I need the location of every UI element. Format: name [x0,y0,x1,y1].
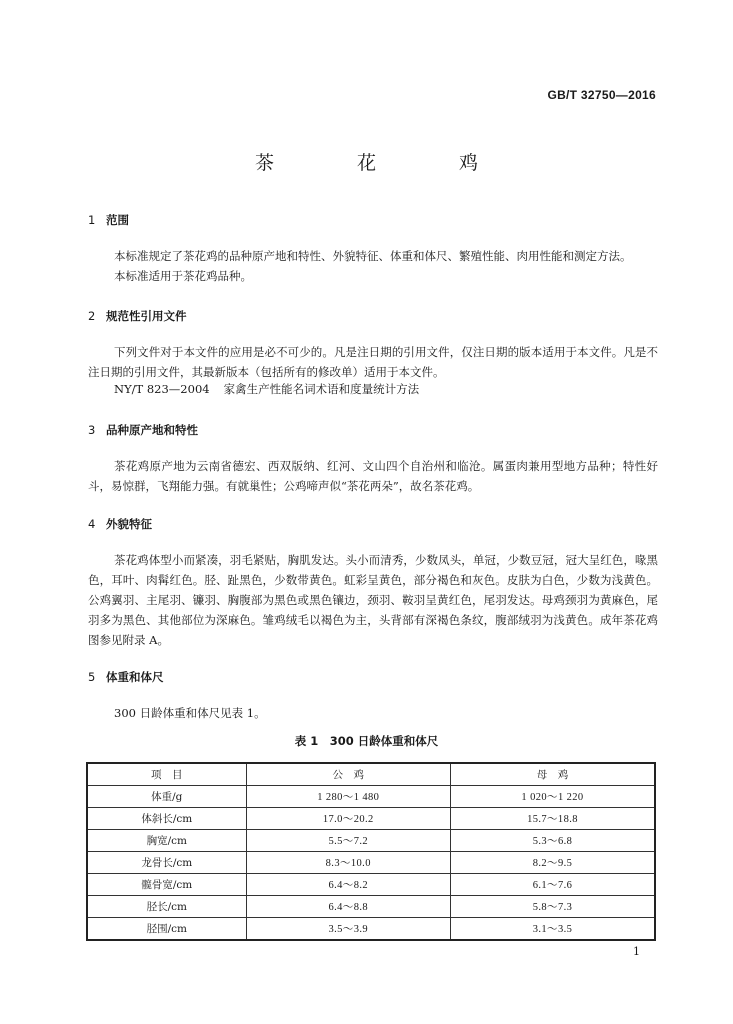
column-header-rooster: 公 鸡 [246,763,450,786]
standard-code: GB/T 32750—2016 [547,88,656,102]
page-number: 1 [633,945,640,958]
rooster-value: 5.5～7.2 [246,830,450,852]
table-row [87,852,655,874]
rooster-value: 8.3～10.0 [246,852,450,874]
section-number: 5 [88,670,96,684]
hen-value: 5.8～7.3 [451,896,656,918]
hen-value: 3.1～3.5 [451,918,656,941]
section-number: 3 [88,423,96,437]
hen-value: 6.1～7.6 [451,874,656,896]
table-row [87,896,655,918]
document-title: 茶 花 鸡 [254,152,510,174]
section-5-paragraph-1: 300 日龄体重和体尺见表 1。 [114,706,266,720]
section-title: 规范性引用文件 [106,309,187,323]
hen-value: 5.3～6.8 [451,830,656,852]
section-title: 体重和体尺 [106,670,164,684]
hen-value: 8.2～9.5 [451,852,656,874]
row-label: 体斜长/cm [87,808,246,830]
hen-value: 1 020～1 220 [451,786,656,808]
row-label: 胫围/cm [87,918,246,941]
section-number: 4 [88,517,96,531]
row-label: 体重/g [87,786,246,808]
reference-code: NY/T 823—2004 [114,382,210,396]
row-label: 胫长/cm [87,896,246,918]
section-heading-5 [88,669,164,685]
column-header-hen: 母 鸡 [451,763,656,786]
row-label: 髋骨宽/cm [87,874,246,896]
section-2-paragraph-1: 下列文件对于本文件的应用是必不可少的。凡是注日期的引用文件，仅注日期的版本适用于本文件。凡是不注日期的引用文件，其最新版本（包括所有的修改单）适用于本文件。 [88,345,658,379]
section-number: 2 [88,309,96,323]
section-title: 品种原产地和特性 [106,423,198,437]
section-title: 外貌特征 [106,517,152,531]
table-row [87,918,655,941]
normative-reference [114,381,419,397]
rooster-value: 6.4～8.8 [246,896,450,918]
rooster-value: 6.4～8.2 [246,874,450,896]
column-header-item: 项 目 [87,763,246,786]
measurement-table [86,762,656,941]
row-label: 龙骨长/cm [87,852,246,874]
table-row [87,874,655,896]
section-3-paragraph-1: 茶花鸡原产地为云南省德宏、西双版纳、红河、文山四个自治州和临沧。属蛋肉兼用型地方品种；特性好斗，易惊群，飞翔能力强。有就巢性；公鸡啼声似“茶花两朵”，故名茶花鸡。 [88,459,658,493]
section-1-paragraph-2: 本标准适用于茶花鸡品种。 [114,269,252,283]
section-heading-3 [88,422,198,438]
section-heading-2 [88,308,187,324]
rooster-value: 1 280～1 480 [246,786,450,808]
section-title: 范围 [106,213,129,227]
hen-value: 15.7～18.8 [451,808,656,830]
section-heading-4 [88,516,152,532]
table-caption: 表 1 300 日龄体重和体尺 [294,734,439,748]
section-1-paragraph-1: 本标准规定了茶花鸡的品种原产地和特性、外貌特征、体重和体尺、繁殖性能、肉用性能和测定方法。 [114,249,632,263]
rooster-value: 17.0～20.2 [246,808,450,830]
table-row [87,786,655,808]
table-row [87,808,655,830]
table-row [87,830,655,852]
section-heading-1 [88,212,129,228]
table-header-row [87,763,655,786]
row-label: 胸宽/cm [87,830,246,852]
reference-title: 家禽生产性能名词术语和度量统计方法 [223,382,420,396]
section-4-paragraph-1: 茶花鸡体型小而紧凑，羽毛紧贴，胸肌发达。头小而清秀，少数凤头，单冠，少数豆冠，冠大呈红色，喙黑色，耳叶、肉髯红色。胫、趾黑色，少数带黄色。虹彩呈黄色，部分褐色和灰色。皮肤为白色，少数为浅黄色。公鸡翼羽、主尾羽、镰羽、胸腹部为黑色或黑色镶边，颈羽、鞍羽呈黄红色，尾羽发达。母鸡颈羽为黄麻色，尾羽多为黑色、其他部位为深麻色。雏鸡绒毛以褐色为主，头背部有深褐色条纹，腹部绒羽为浅黄色。成年茶花鸡图参见附录 A。 [88,553,658,647]
rooster-value: 3.5～3.9 [246,918,450,941]
section-number: 1 [88,213,96,227]
